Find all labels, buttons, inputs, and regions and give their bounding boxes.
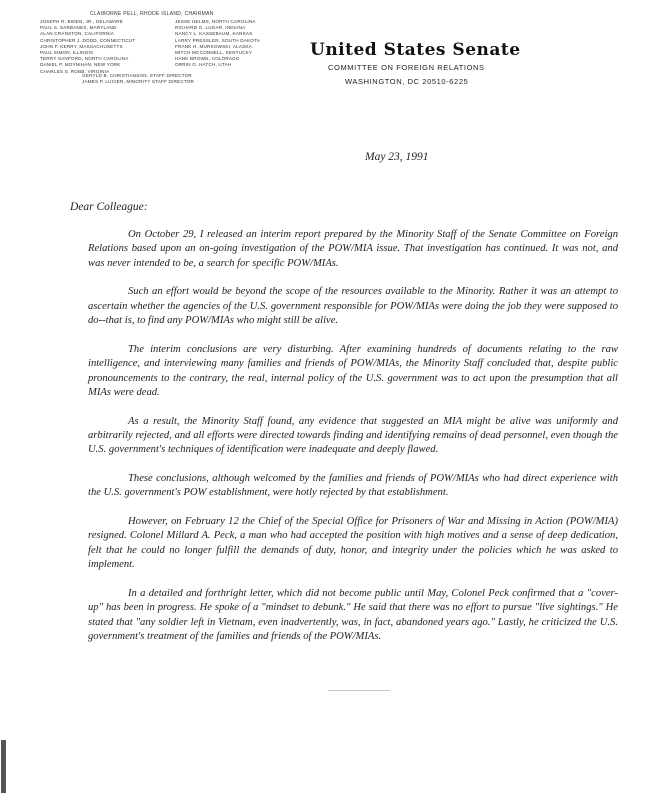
staff-directors [82, 73, 194, 85]
paragraph: The interim conclusions are very disturbing. After examining hundreds of documents relating to the raw intelligence, and interviewing many families and friends of POW/MIAs, the Minority Staff concluded that, despite public pronouncements to the contrary, the real, internal policy of the U.S. government was to act upon the presumption that all MIAs were dead. [88, 343, 618, 399]
staff-director: GERYLD B. CHRISTIANSON, STAFF DIRECTOR [82, 73, 192, 78]
majority-members [40, 19, 135, 75]
member-name: DANIEL P. MOYNIHAN, NEW YORK [40, 62, 121, 68]
letter-body [88, 228, 618, 659]
member-name: PAUL S. SARBANES, MARYLAND [40, 25, 117, 31]
member-name: LARRY PRESSLER, SOUTH DAKOTA [175, 37, 260, 43]
member-name: RICHARD G. LUGAR, INDIANA [175, 25, 246, 31]
member-name: ORRIN G. HATCH, UTAH [175, 62, 232, 68]
member-name: TERRY SANFORD, NORTH CAROLINA [40, 56, 129, 62]
paragraph: On October 29, I released an interim report prepared by the Minority Staff of the Senate Committee on Foreign Relations based upon an on-going investigation of the POW/MIA issue. That investigation has continued. It was not, and was never intended to be, a search for specific POW/MIAs. [88, 229, 618, 269]
senate-title: United States Senate [310, 40, 521, 60]
page-divider [328, 690, 390, 691]
paragraph: These conclusions, although welcomed by the families and friends of POW/MIAs who had direct experience with the U.S. government's POW establishment, were hotly rejected by that establishment. [88, 473, 618, 499]
member-name: CHARLES S. ROBB, VIRGINIA [40, 68, 110, 74]
minority-staff-director: JAMES P. LUCIER, MINORITY STAFF DIRECTOR [82, 79, 195, 85]
member-name: JESSE HELMS, NORTH CAROLINA [175, 19, 256, 24]
salutation: Dear Colleague: [70, 201, 148, 213]
member-name: JOSEPH R. BIDEN, JR., DELAWARE [40, 19, 124, 24]
member-name: MITCH MCCONNELL, KENTUCKY [175, 50, 253, 56]
paragraph: As a result, the Minority Staff found, any evidence that suggested an MIA might be alive was uniformly and arbitrarily rejected, and all efforts were directed towards finding and identifying remains of dead personnel, even though the U.S. government's techniques of identification were inadequate and deeply flawed. [88, 415, 618, 456]
committee-name: COMMITTEE ON FOREIGN RELATIONS [328, 63, 485, 72]
paragraph: Such an effort would be beyond the scope of the resources available to the Minority. Rather it was an attempt to ascertain whether the agencies of the U.S. government responsible for POW/MIAs were doing the job they were supposed to do--that is, to find any POW/MIAs who might still be alive. [88, 286, 618, 327]
member-name: CHRISTOPHER J. DODD, CONNECTICUT [40, 37, 136, 43]
chairman-line: CLAIBORNE PELL, RHODE ISLAND, CHAIRMAN [90, 11, 214, 17]
member-name: FRANK H. MURKOWSKI, ALASKA [175, 43, 252, 49]
member-name: PAUL SIMON, ILLINOIS [40, 50, 94, 56]
member-name: ALAN CRANSTON, CALIFORNIA [40, 31, 115, 37]
minority-members [175, 19, 260, 69]
committee-address: WASHINGTON, DC 20510-6225 [345, 77, 469, 86]
member-name: NANCY L. KASSEBAUM, KANSAS [175, 31, 253, 37]
paragraph: However, on February 12 the Chief of the Special Office for Prisoners of War and Missing in Action (POW/MIA) resigned. Colonel Millard A. Peck, a man who had accepted the position with high motives and a sense of deep dedication, felt that he could no longer fulfill the demands of duty, honor, and integrity under the policies which he was asked to implement. [88, 516, 618, 571]
scan-edge-mark [1, 740, 6, 793]
member-name: HANK BROWN, COLORADO [175, 56, 240, 62]
paragraph: In a detailed and forthright letter, which did not become public until May, Colonel Peck confirmed that a "cover-up" has been in progress. He spoke of a "mindset to debunk." He said that there was no effort to pursue "live sightings." He stated that "any soldier left in Vietnam, even inadvertently, was, in fact, abandoned years ago." Lastly, he criticized the U.S. government's treatment of the families and friends of the POW/MIAs. [88, 587, 618, 643]
member-name: JOHN F. KERRY, MASSACHUSETTS [40, 43, 123, 49]
letter-date: May 23, 1991 [365, 151, 429, 163]
